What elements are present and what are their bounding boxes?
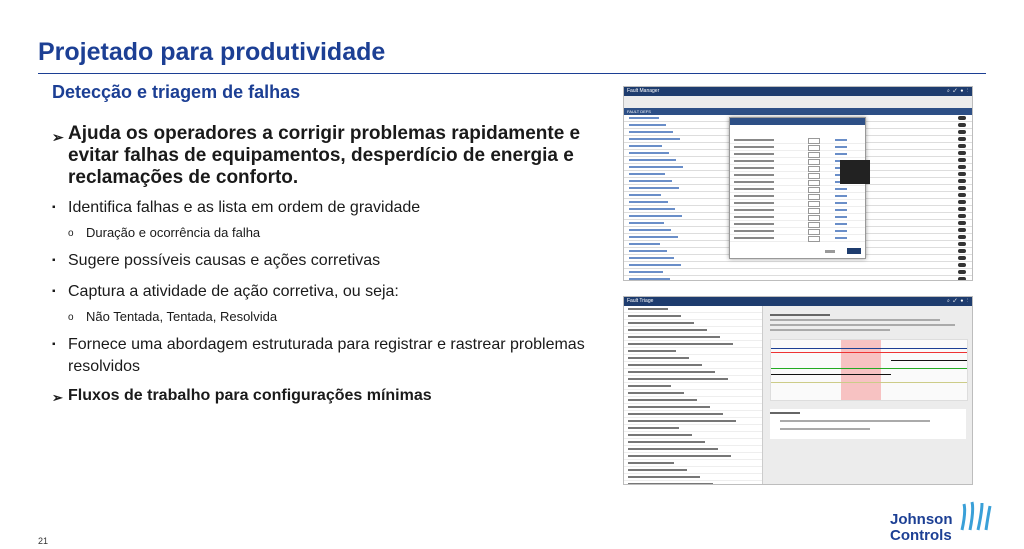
bullet-list: [52, 123, 612, 407]
setting-row: [730, 144, 865, 151]
cancel-button[interactable]: [825, 250, 835, 253]
circle-bullet-icon: o: [68, 228, 74, 239]
list-item[interactable]: [624, 348, 762, 355]
toggle[interactable]: [958, 158, 966, 162]
save-button[interactable]: [847, 248, 861, 254]
sub-bullet-item: o Duração e ocorrência da falha: [52, 224, 612, 242]
slide-subtitle: Detecção e triagem de falhas: [52, 82, 301, 102]
trend-chart: [770, 339, 968, 401]
list-item[interactable]: [624, 467, 762, 474]
list-item[interactable]: [624, 453, 762, 460]
possible-causes-panel: [624, 306, 763, 484]
toggle[interactable]: [958, 207, 966, 211]
list-item[interactable]: [624, 262, 972, 269]
fault-triage-screenshot: [623, 296, 973, 485]
list-item[interactable]: [624, 460, 762, 467]
setting-row: [730, 228, 865, 235]
activity-panel: [770, 409, 966, 439]
list-item[interactable]: [624, 355, 762, 362]
toggle[interactable]: [958, 221, 966, 225]
fault-manager-screenshot: [623, 86, 973, 281]
list-header: FAULT DEFS: [624, 108, 972, 115]
list-item[interactable]: [624, 397, 762, 404]
toggle[interactable]: [958, 200, 966, 204]
list-item[interactable]: [624, 327, 762, 334]
settings-modal: [729, 117, 866, 259]
square-bullet-icon: ▪: [52, 286, 56, 297]
setting-row: [730, 193, 865, 200]
list-item[interactable]: [624, 418, 762, 425]
toggle[interactable]: [958, 165, 966, 169]
bullet-item: ▪ Captura a atividade de ação corretiva, ou seja:: [52, 281, 612, 303]
bullet-item: ▪ Identifica falhas e as lista em ordem de gravidade: [52, 197, 612, 219]
toggle[interactable]: [958, 228, 966, 232]
setting-row: [730, 214, 865, 221]
list-item[interactable]: [624, 362, 762, 369]
bullet-item: ▪ Fornece uma abordagem estruturada para registrar e rastrear problemas resolvidos: [52, 336, 585, 375]
toggle[interactable]: [958, 270, 966, 274]
list-item[interactable]: [624, 276, 972, 281]
list-item[interactable]: [624, 439, 762, 446]
johnson-controls-logo: Johnson Controls: [886, 500, 996, 546]
list-item[interactable]: [624, 390, 762, 397]
list-item[interactable]: [624, 306, 762, 313]
list-item[interactable]: [624, 446, 762, 453]
toolbar-icons: ⌕ ✓ ● ⋮: [946, 88, 969, 94]
bullet-main: ➢ Ajuda os operadores a corrigir problemas rapidamente e evitar falhas de equipamentos, desperdício de energia e reclamações de conforto.: [52, 123, 581, 188]
toggle[interactable]: [958, 130, 966, 134]
sub-bullet-item: o Não Tentada, Tentada, Resolvida: [52, 308, 612, 326]
toggle[interactable]: [958, 186, 966, 190]
list-item[interactable]: [624, 376, 762, 383]
setting-row: [730, 186, 865, 193]
square-bullet-icon: ▪: [52, 339, 56, 350]
toolbar-icons: ⌕ ✓ ● ⋮: [946, 298, 969, 304]
setting-row: [730, 221, 865, 228]
list-item[interactable]: [624, 474, 762, 481]
bullet-workflow: ➢ Fluxos de trabalho para configurações mínimas: [52, 385, 612, 407]
app-topbar: Fault Triage ⌕ ✓ ● ⋮: [624, 297, 972, 306]
toggle[interactable]: [958, 214, 966, 218]
toggle[interactable]: [958, 116, 966, 120]
list-item[interactable]: [624, 481, 762, 485]
toggle[interactable]: [958, 249, 966, 253]
list-item[interactable]: [624, 404, 762, 411]
list-item[interactable]: [624, 411, 762, 418]
arrow-icon: ➢: [52, 129, 64, 145]
title-divider: [38, 73, 986, 74]
list-item[interactable]: [624, 334, 762, 341]
list-item[interactable]: [624, 320, 762, 327]
bullet-item: ▪ Sugere possíveis causas e ações corretivas: [52, 250, 612, 272]
toggle[interactable]: [958, 137, 966, 141]
toggle[interactable]: [958, 179, 966, 183]
toggle[interactable]: [958, 242, 966, 246]
logo-mark-icon: [956, 500, 996, 540]
toggle[interactable]: [958, 256, 966, 260]
circle-bullet-icon: o: [68, 312, 74, 323]
toggle[interactable]: [958, 144, 966, 148]
square-bullet-icon: ▪: [52, 202, 56, 213]
list-item[interactable]: [624, 313, 762, 320]
list-item[interactable]: [624, 383, 762, 390]
toggle[interactable]: [958, 151, 966, 155]
app-topbar: Fault Manager ⌕ ✓ ● ⋮: [624, 87, 972, 96]
setting-row: [730, 200, 865, 207]
tooltip: [840, 160, 870, 184]
toggle[interactable]: [958, 277, 966, 281]
list-item[interactable]: [624, 432, 762, 439]
setting-row: [730, 235, 865, 242]
list-item[interactable]: [624, 369, 762, 376]
toggle[interactable]: [958, 123, 966, 127]
slide-title: Projetado para produtividade: [38, 38, 386, 66]
arrow-icon: ➢: [52, 390, 63, 405]
list-item[interactable]: [624, 341, 762, 348]
list-item[interactable]: [624, 425, 762, 432]
setting-row: [730, 207, 865, 214]
toggle[interactable]: [958, 172, 966, 176]
toggle[interactable]: [958, 193, 966, 197]
setting-row: [730, 137, 865, 144]
list-item[interactable]: [624, 269, 972, 276]
page-number: 21: [38, 536, 49, 546]
toggle[interactable]: [958, 263, 966, 267]
toggle[interactable]: [958, 235, 966, 239]
setting-row: [730, 151, 865, 158]
square-bullet-icon: ▪: [52, 255, 56, 266]
